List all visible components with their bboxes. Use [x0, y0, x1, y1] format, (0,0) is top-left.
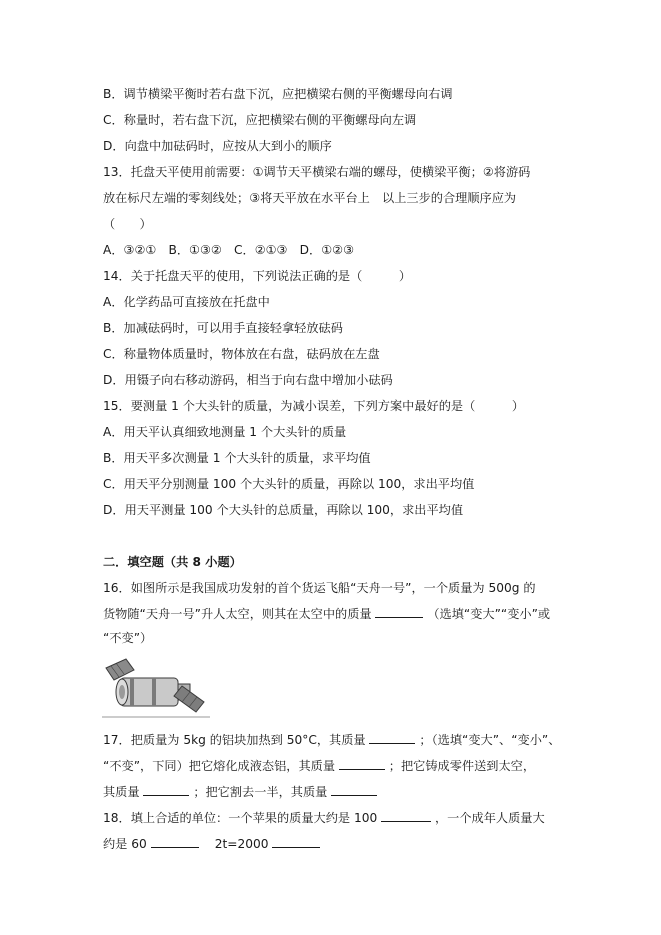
answer-blank[interactable]: [339, 758, 385, 770]
answer-blank[interactable]: [331, 784, 377, 796]
question-16-line-1: 16．如图所示是我国成功发射的首个货运飞船“天舟一号”，一个质量为 500g 的: [103, 581, 536, 595]
question-16-line-3: “不变”）: [103, 631, 153, 645]
answer-blank[interactable]: [151, 836, 199, 848]
question-15-option-a: A．用天平认真细致地测量 1 个大头针的质量: [103, 425, 347, 439]
question-14-option-d: D．用镊子向右移动游码，相当于向右盘中增加小砝码: [103, 373, 393, 387]
answer-blank[interactable]: [369, 732, 415, 744]
answer-blank[interactable]: [375, 606, 423, 618]
line-c-option-12: C．称量时，若右盘下沉，应把横梁右侧的平衡螺母向左调: [103, 113, 417, 127]
line-d-option-12: D．向盘中加砝码时，应按从大到小的顺序: [103, 139, 332, 153]
question-14-stem: 14．关于托盘天平的使用，下列说法正确的是（ ）: [103, 269, 412, 283]
section-heading-fill-blank: 二．填空题（共 8 小题）: [103, 555, 242, 569]
question-18-line-2: 约是 60 2t=2000: [103, 836, 320, 852]
question-14-option-a: A．化学药品可直接放在托盘中: [103, 295, 270, 309]
question-16-line-2: 货物随“天舟一号”升人太空，则其在太空中的质量 （选填“变大”“变小”或: [103, 607, 551, 621]
question-14-option-c: C．称量物体质量时，物体放在右盘，砝码放在左盘: [103, 347, 380, 361]
question-17-line-2: “不变”，下同）把它熔化成液态铝，其质量 ；把它铸成零件送到太空，: [103, 759, 536, 773]
answer-blank[interactable]: [381, 810, 431, 822]
line-b-option-12: B．调节横梁平衡时若右盘下沉，应把横梁右侧的平衡螺母向右调: [103, 87, 453, 101]
question-17-line-1: 17．把质量为 5kg 的铝块加热到 50°C，其质量 ；（选填“变大”、“变小”、: [103, 733, 561, 747]
question-13-options: A．③②① B．①③② C．②①③ D．①②③: [103, 243, 355, 257]
answer-blank[interactable]: [143, 784, 189, 796]
question-15-option-d: D．用天平测量 100 个大头针的总质量，再除以 100，求出平均值: [103, 503, 464, 517]
answer-blank[interactable]: [272, 836, 320, 848]
question-13-line-2: 放在标尺左端的零刻线处；③将天平放在水平台上 以上三步的合理顺序应为: [103, 191, 517, 205]
question-13-line-3: （ ）: [103, 217, 152, 231]
question-15-option-b: B．用天平多次测量 1 个大头针的质量，求平均值: [103, 451, 371, 465]
question-13-line-1: 13．托盘天平使用前需要：①调节天平横梁右端的螺母，使横梁平衡；②将游码: [103, 165, 531, 179]
question-18-line-1: 18．填上合适的单位：一个苹果的质量大约是 100 ，一个成年人质量大: [103, 811, 545, 825]
question-17-line-3: 其质量 ；把它割去一半，其质量: [103, 784, 377, 800]
spacecraft-figure: [100, 656, 212, 718]
question-15-option-c: C．用天平分别测量 100 个大头针的质量，再除以 100，求出平均值: [103, 477, 475, 491]
question-14-option-b: B．加减砝码时，可以用手直接轻拿轻放砝码: [103, 321, 343, 335]
question-15-stem: 15．要测量 1 个大头针的质量，为减小误差，下列方案中最好的是（ ）: [103, 399, 525, 413]
